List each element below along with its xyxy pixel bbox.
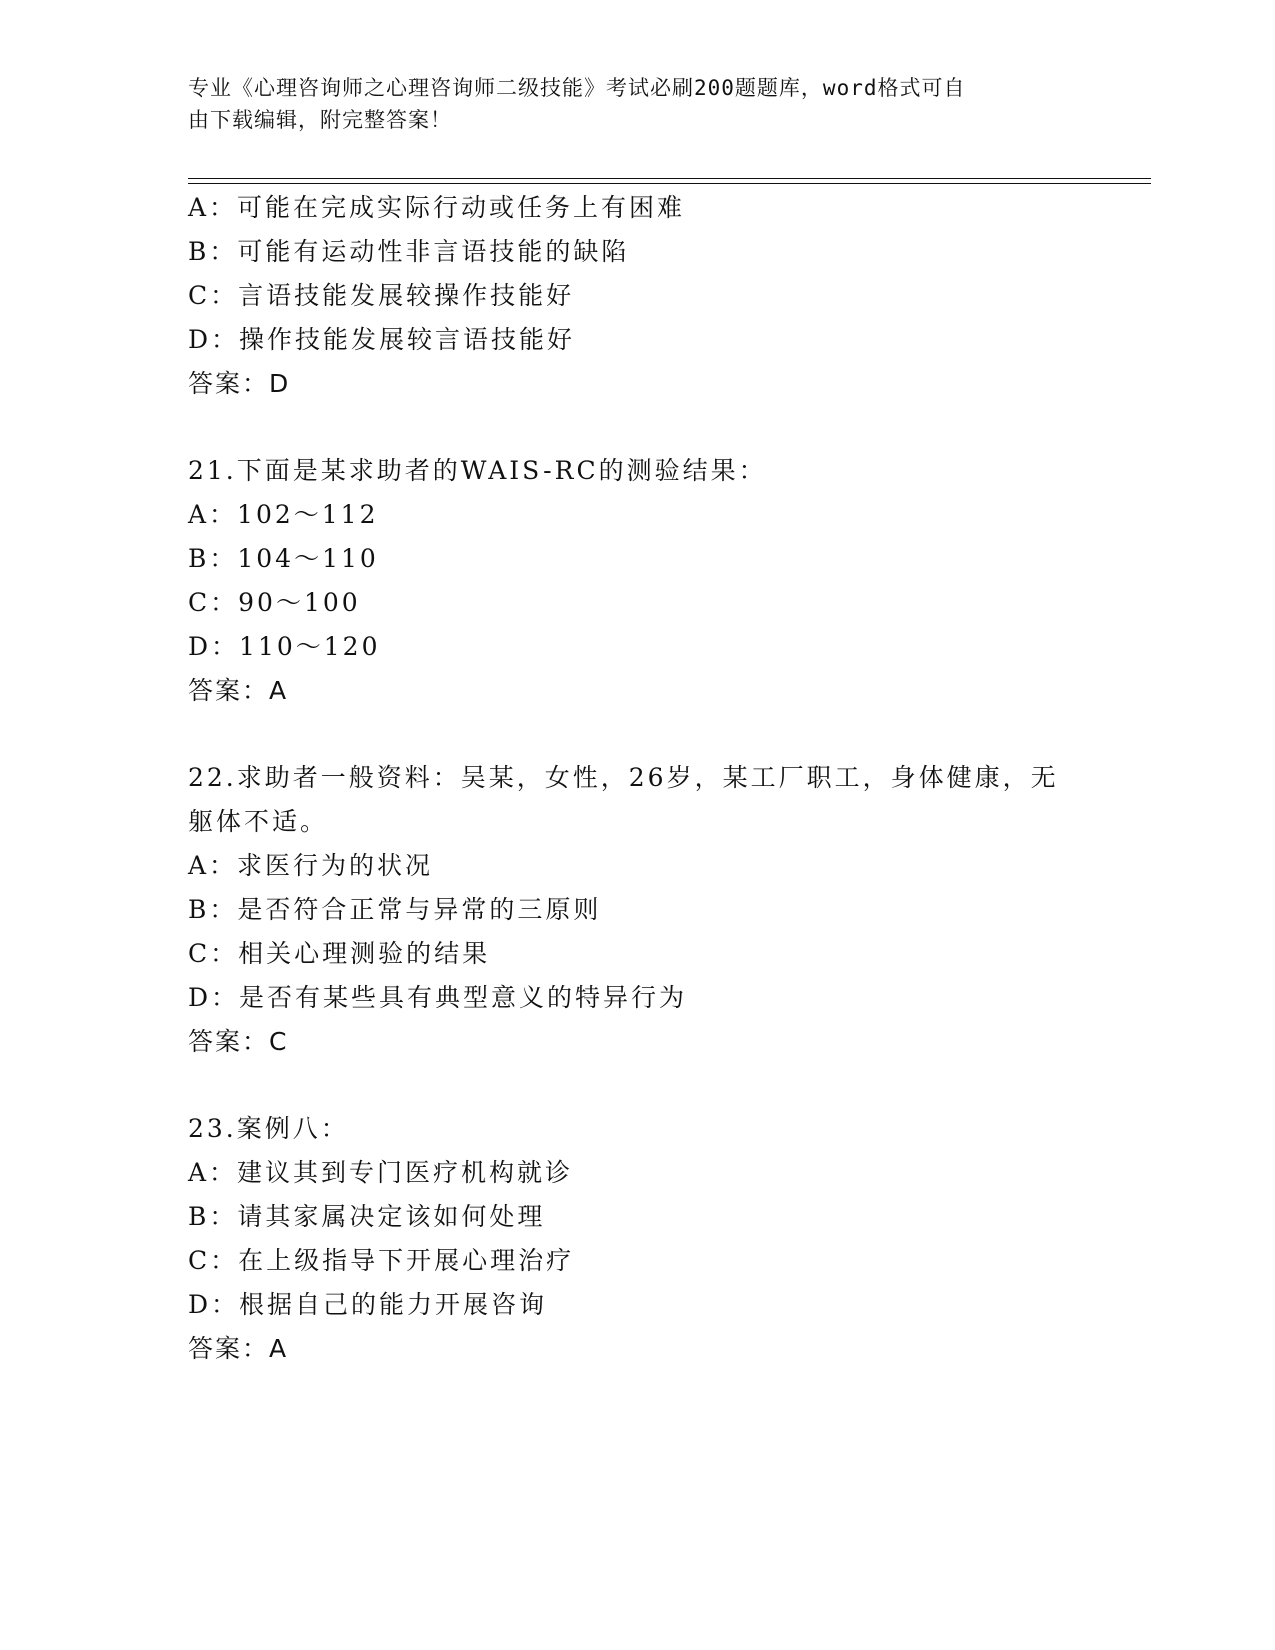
q22-stem-line-2: 躯体不适。: [188, 807, 329, 836]
q22-answer: 答案：C: [188, 1027, 289, 1056]
q21-option-b: B：104～110: [188, 544, 379, 573]
q21-option-a: A：102～112: [188, 500, 379, 529]
q23-option-b: B：请其家属决定该如何处理: [188, 1202, 546, 1231]
header-divider-top: [188, 178, 1151, 179]
q23-answer: 答案：A: [188, 1334, 289, 1363]
q23-option-a: A：建议其到专门医疗机构就诊: [188, 1158, 574, 1187]
q22-option-d: D：是否有某些具有典型意义的特异行为: [188, 983, 688, 1012]
q22-option-b: B：是否符合正常与异常的三原则: [188, 895, 602, 924]
header-line-2: 由下载编辑，附完整答案！: [188, 108, 452, 132]
q20-option-b: B：可能有运动性非言语技能的缺陷: [188, 237, 630, 266]
q20-answer: 答案：D: [188, 369, 291, 398]
q23-stem: 23.案例八：: [188, 1114, 349, 1143]
q23-option-c: C：在上级指导下开展心理治疗: [188, 1246, 575, 1275]
q21-option-d: D：110～120: [188, 632, 381, 661]
q20-option-d: D：操作技能发展较言语技能好: [188, 325, 576, 354]
q20-option-a: A：可能在完成实际行动或任务上有困难: [188, 193, 686, 222]
q22-option-a: A：求医行为的状况: [188, 851, 434, 880]
header-divider-bottom: [188, 183, 1151, 184]
q22-stem-line-1: 22.求助者一般资料：吴某，女性，26岁，某工厂职工，身体健康，无: [188, 763, 1059, 792]
document-header: [188, 72, 1088, 136]
q23-option-d: D：根据自己的能力开展咨询: [188, 1290, 548, 1319]
header-line-1: 专业《心理咨询师之心理咨询师二级技能》考试必刷200题题库，word格式可自: [188, 76, 966, 100]
q20-option-c: C：言语技能发展较操作技能好: [188, 281, 575, 310]
q22-option-c: C：相关心理测验的结果: [188, 939, 491, 968]
q21-stem: 21.下面是某求助者的WAIS-RC的测验结果：: [188, 456, 767, 485]
q21-answer: 答案：A: [188, 676, 289, 705]
q21-option-c: C：90～100: [188, 588, 361, 617]
